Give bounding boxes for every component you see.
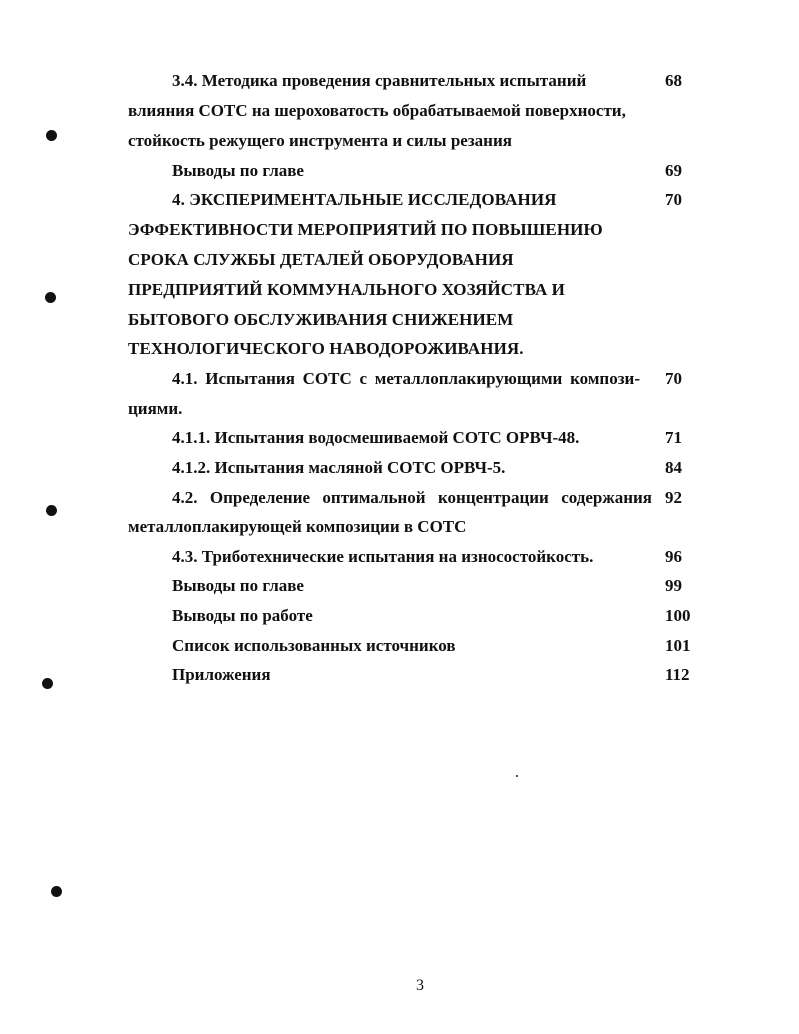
binder-hole-dot-1: [46, 130, 57, 141]
toc-entry-3-4-line-1: 3.4. Методика проведения сравнительных испытаний: [172, 71, 587, 90]
toc-entry-chapter4-line-4: ПРЕДПРИЯТИЙ КОММУНАЛЬНОГО ХОЗЯЙСТВА И: [128, 280, 565, 299]
toc-entry-chapter4-line-6: ТЕХНОЛОГИЧЕСКОГО НАВОДОРОЖИВАНИЯ.: [128, 339, 524, 358]
page-number: 3: [416, 977, 424, 994]
toc-page-4-3: 96: [665, 547, 682, 566]
toc-page-chapter4-conclusions: 99: [665, 576, 682, 595]
toc-page-3-4: 68: [665, 71, 682, 90]
toc-page-4-1-2: 84: [665, 458, 682, 477]
toc-entry-3-4-line-3: стойкость режущего инструмента и силы резания: [128, 131, 512, 150]
toc-entry-appendices: Приложения: [172, 665, 271, 684]
scan-speck: [516, 775, 518, 777]
toc-entry-chapter4-conclusions: Выводы по главе: [172, 576, 304, 595]
toc-entry-chapter3-conclusions: Выводы по главе: [172, 161, 304, 180]
toc-page-chapter3-conclusions: 69: [665, 161, 682, 180]
toc-entry-chapter4-line-2: ЭФФЕКТИВНОСТИ МЕРОПРИЯТИЙ ПО ПОВЫШЕНИЮ: [128, 220, 603, 239]
toc-page-appendices: 112: [665, 665, 690, 684]
toc-page-4-2: 92: [665, 488, 682, 507]
toc-entry-work-conclusions: Выводы по работе: [172, 606, 313, 625]
toc-entry-chapter4-line-3: СРОКА СЛУЖБЫ ДЕТАЛЕЙ ОБОРУДОВАНИЯ: [128, 250, 514, 269]
toc-entry-4-2-line-1: 4.2. Определение оптимальной концентрации содержания: [172, 488, 652, 507]
binder-hole-dot-4: [42, 678, 53, 689]
toc-entry-chapter4-line-5: БЫТОВОГО ОБСЛУЖИВАНИЯ СНИЖЕНИЕМ: [128, 310, 514, 329]
binder-hole-dot-5: [51, 886, 62, 897]
toc-page-4-1: 70: [665, 369, 682, 388]
binder-hole-dot-2: [45, 292, 56, 303]
toc-page-chapter4: 70: [665, 190, 682, 209]
toc-page-references: 101: [665, 636, 691, 655]
toc-page-work-conclusions: 100: [665, 606, 691, 625]
toc-entry-4-1-1: 4.1.1. Испытания водосмешиваемой СОТС ОРВЧ-48.: [172, 428, 580, 447]
toc-entry-4-1-line-2: циями.: [128, 399, 183, 418]
toc-entry-4-1-line-1: 4.1. Испытания СОТС с металлоплакирующими компози-: [172, 369, 640, 388]
toc-page-4-1-1: 71: [665, 428, 682, 447]
binder-hole-dot-3: [46, 505, 57, 516]
toc-entry-4-1-2: 4.1.2. Испытания масляной СОТС ОРВЧ-5.: [172, 458, 506, 477]
toc-entry-3-4-line-2: влияния СОТС на шероховатость обрабатываемой поверхности,: [128, 101, 626, 120]
toc-entry-4-3: 4.3. Триботехнические испытания на износостойкость.: [172, 547, 594, 566]
toc-entry-4-2-line-2: металлоплакирующей композиции в СОТС: [128, 517, 467, 536]
toc-entry-references: Список использованных источников: [172, 636, 456, 655]
toc-entry-chapter4-line-1: 4. ЭКСПЕРИМЕНТАЛЬНЫЕ ИССЛЕДОВАНИЯ: [172, 190, 557, 209]
